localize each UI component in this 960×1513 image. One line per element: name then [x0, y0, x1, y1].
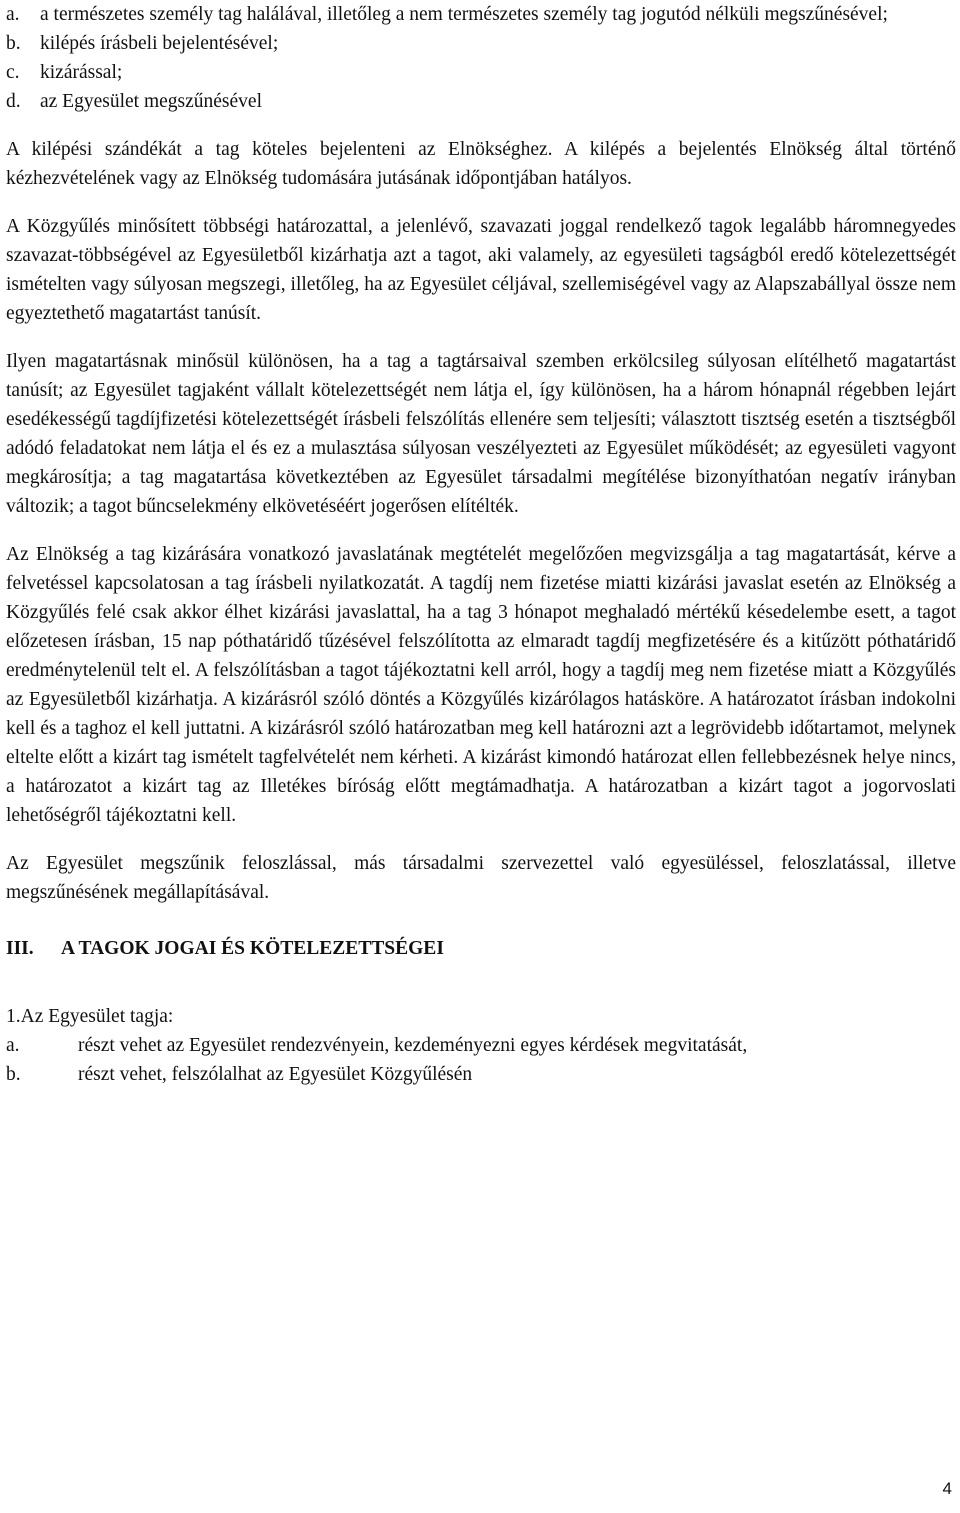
list-marker: a. [6, 1035, 20, 1056]
paragraph-conduct: Ilyen magatartásnak minősül különösen, ha a tag a tagtársaival szemben erkölcsileg súlyosan elítélhető magatartást tanúsít; az Egyesület tagjaként vállalt kötelezettségét nem látja el, így különösen, ha a három hónapnál régebben lejárt esedékességű tagdíjfizetési kötelezettségét írásbeli felszólítás ellenére sem teljesíti; választott tisztség esetén a tisztségből adódó feladatokat nem látja el és ez a mulasztása súlyosan veszélyezteti az Egyesület működését; az egyesületi vagyont megkárosítja; a tag magatartása következtében az Egyesület társadalmi megítélése bizonyíthatóan negatív irányban változik; a tagot bűncselekmény elkövetéséért jogerősen elítélték. [6, 351, 956, 517]
page-number: 4 [942, 1479, 952, 1498]
list-item [6, 0, 956, 29]
list-item [6, 87, 956, 116]
document-page [6, 0, 956, 1089]
paragraph-expulsion: A Közgyűlés minősített többségi határozattal, a jelenlévő, szavazati joggal rendelkező tagok legalább háromnegyedes szavazat-többségével az Egyesületből kizárhatja azt a tagot, aki valamely, az egyesületi tagságból eredő kötelezettségét ismételten vagy súlyosan megszegi, illetőleg, ha az Egyesület céljával, szellemiségével vagy az Alapszabállyal össze nem egyeztethető magatartást tanúsít. [6, 216, 956, 324]
rights-item [6, 1060, 956, 1089]
list-item-text: az Egyesület megszűnésével [40, 91, 262, 112]
termination-list [6, 0, 956, 116]
list-item-text: kilépés írásbeli bejelentésével; [40, 33, 279, 54]
section-title: A TAGOK JOGAI ÉS KÖTELEZETTSÉGEI [61, 938, 444, 959]
list-item-text: kizárással; [40, 62, 123, 83]
list-item-text: részt vehet, felszólalhat az Egyesület Közgyűlésén [78, 1064, 473, 1085]
paragraph-dissolution: Az Egyesület megszűnik feloszlással, más társadalmi szervezettel való egyesüléssel, feloszlatással, illetve megszűnésének megállapításával. [6, 853, 956, 903]
list-marker: c. [6, 62, 20, 83]
list-item-text: részt vehet az Egyesület rendezvényein, kezdeményezni egyes kérdések megvitatását, [78, 1035, 748, 1056]
section-number: III. [6, 938, 34, 959]
rights-item [6, 1031, 956, 1060]
section-heading [6, 934, 956, 963]
list-marker: a. [6, 4, 20, 25]
list-item [6, 29, 956, 58]
list-item-text: a természetes személy tag halálával, illetőleg a nem természetes személy tag jogutód nélküli megszűnésével; [40, 4, 888, 25]
list-marker: d. [6, 91, 21, 112]
subsection-title: 1.Az Egyesület tagja: [6, 1006, 174, 1027]
list-marker: b. [6, 33, 21, 54]
paragraph-procedure: Az Elnökség a tag kizárására vonatkozó javaslatának megtételét megelőzően megvizsgálja a tag magatartását, kérve a felvetéssel kapcsolatosan a tag írásbeli nyilatkozatát. A tagdíj nem fizetése miatti kizárási javaslat esetén az Elnökség a Közgyűlés felé csak akkor élhet kizárási javaslattal, ha a tag 3 hónapot meghaladó mértékű késedelembe esett, a tagot előzetesen írásban, 15 nap póthatáridő tűzésével felszólította az elmaradt tagdíj megfizetésére és a kitűzött póthatáridő eredménytelenül telt el. A felszólításban a tagot tájékoztatni kell arról, hogy a tagdíj meg nem fizetése miatt a Közgyűlés az Egyesületből kizárhatja. A kizárásról szóló döntés a Közgyűlés kizárólagos hatásköre. A határozatot írásban indokolni kell és a taghoz el kell juttatni. A kizárásról szóló határozatban meg kell határozni azt a legrövidebb időtartamot, melynek eltelte előtt a kizárt tag ismételt tagfelvételét nem kérheti. A kizárást kimondó határozat ellen fellebbezésnek helye nincs, a határozatot a kizárt tag az Illetékes bíróság előtt megtámadhatja. A határozatban a kizárt tagot a jogorvoslati lehetőségről tájékoztatni kell. [6, 544, 956, 826]
paragraph-resignation: A kilépési szándékát a tag köteles bejelenteni az Elnökséghez. A kilépés a bejelentés Elnökség által történő kézhezvételének vagy az Elnökség tudomására jutásának időpontjában hatályos. [6, 139, 956, 189]
list-marker: b. [6, 1064, 21, 1085]
list-item [6, 58, 956, 87]
